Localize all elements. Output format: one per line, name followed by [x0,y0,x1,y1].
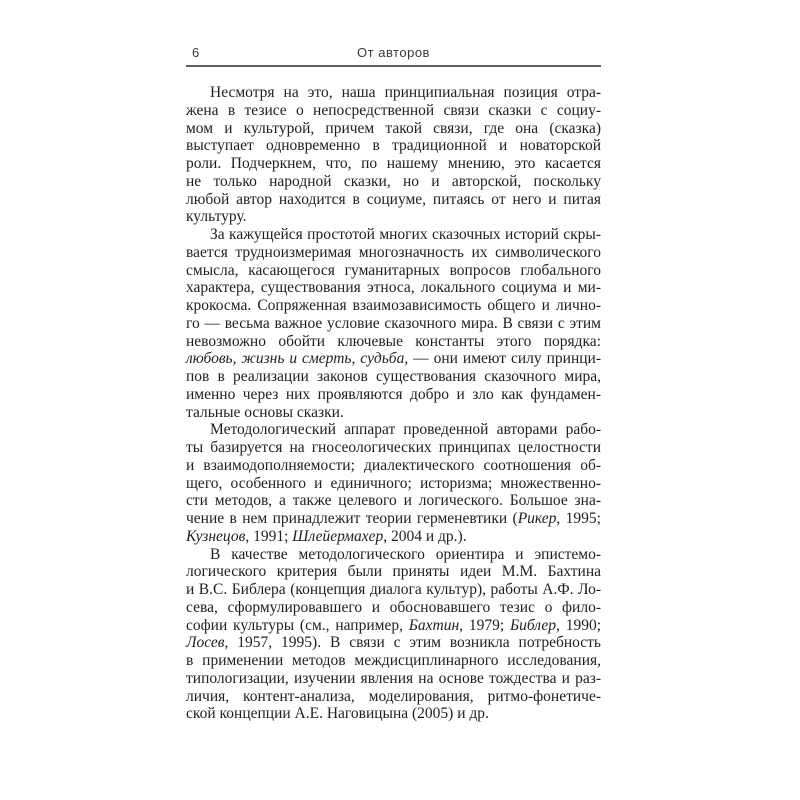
text-line: именно через них проявляются добро и зло как фундамен- [186,385,601,403]
text-line: Лосев, 1957, 1995). В связи с этим возникла потребность [186,634,601,652]
text-line: жена в тезисе о непосредственной связи сказки с социу- [186,101,601,119]
text-line: роли. Подчеркнем, что, по нашему мнению, это касается [186,155,601,172]
text-line: личия, контент-анализа, моделирования, ритмо-фонетиче- [186,687,601,705]
text-line: го — весьма важное условие сказочного мира. В связи с этим [186,314,601,332]
text-line: ты базируется на гносеологических принципах целостности [186,439,601,456]
text-line: Несмотря на это, наша принципиальная позиция отра- [210,84,601,101]
page-header [186,42,601,67]
text-line: и В.С. Библера (концепция диалога культур), работы А.Ф. Ло- [186,581,601,598]
text-line: Кузнецов, 1991; Шлейермахер, 2004 и др.). [186,527,467,545]
text-line: любой автор находится в социуме, питаясь от него и питая [186,190,601,208]
text-line: вается трудноизмеримая многозначность их символического [186,243,601,261]
text-line: тальные основы сказки. [186,403,344,421]
text-line: в применении методов междисциплинарного исследования, [186,652,601,669]
text-line: Методологический аппарат проведенной авторами рабо- [210,421,601,439]
text-line: логического критерия были приняты идеи М.М. Бахтина [186,563,601,581]
text-line: щего, особенного и единичного; историзма; множественно- [186,474,601,492]
text-line: не только народной сказки, но и авторской, поскольку [186,172,601,190]
text-line: характера, существования этноса, локального социума и ми- [186,279,601,297]
text-line: софии культуры (см., например, Бахтин, 1979; Библер, 1990; [186,616,601,634]
text-line: За кажущейся простотой многих сказочных историй скры- [210,226,601,243]
text-line: культуру. [186,208,247,226]
paragraph [186,421,601,545]
text-line: В качестве методологического ориентира и эпистемо- [210,545,601,563]
paragraph [186,546,601,724]
paragraph [186,226,601,421]
text-line: и взаимодополняемости; диалектического соотношения об- [186,456,601,474]
paragraph [186,84,601,226]
text-line: сти методов, а также целевого и логического. Большое зна- [186,492,601,510]
running-head: От авторов [357,45,430,60]
text-line: типологизации, изучении явления на основе тождества и раз- [186,669,601,687]
text-line: крокосма. Сопряженная взаимозависимость общего и лично- [186,297,601,314]
text-line: ской концепции А.Е. Наговицына (2005) и др. [186,705,489,723]
text-line: сева, сформулировавшего и обосновавшего тезис о фило- [186,598,601,616]
text-line: смысла, касающегося гуманитарных вопросов глобального [186,261,601,279]
page-number: 6 [192,45,200,60]
text-line: чение в нем принадлежит теории герменевтики (Рикер, 1995; [186,510,601,527]
text-line: выступает одновременно в традиционной и новаторской [186,137,601,155]
text-line: невозможно обойти ключевые константы этого порядка: [186,332,601,350]
page-body [186,84,601,723]
text-line: мом и культурой, причем такой связи, где она (сказка) [186,119,601,137]
text-line: любовь, жизнь и смерть, судьба, — они имеют силу принци- [186,350,601,368]
text-line: пов в реализации законов существования сказочного мира, [186,368,601,385]
